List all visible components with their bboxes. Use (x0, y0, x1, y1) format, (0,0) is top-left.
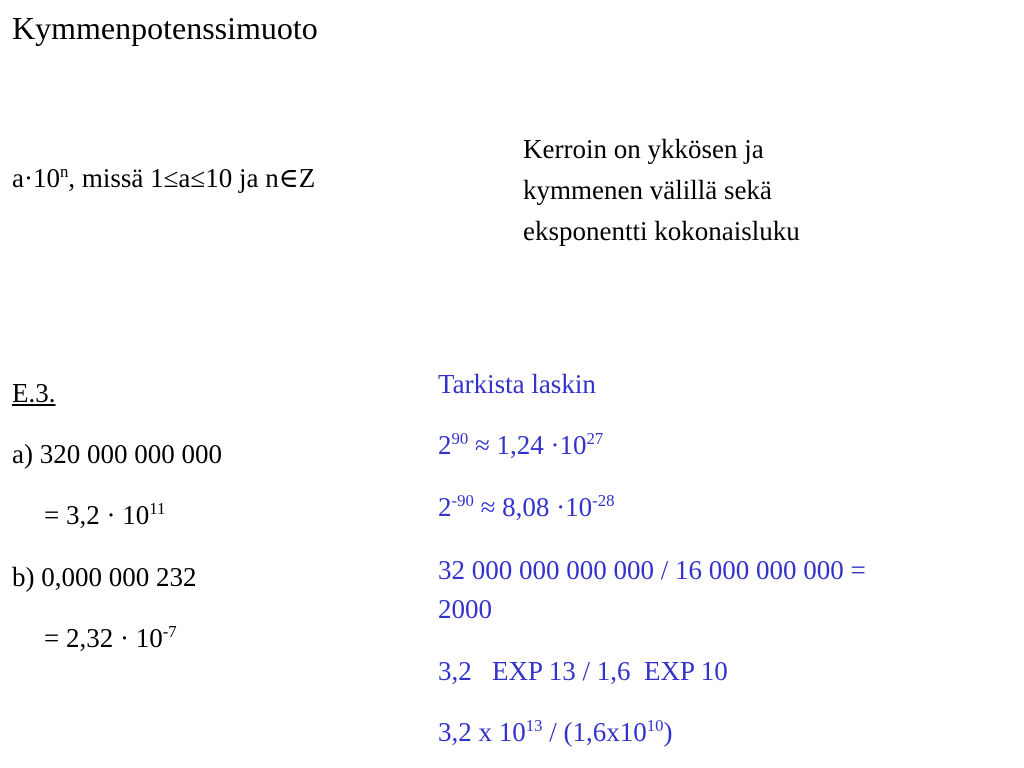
check-line-5 (438, 717, 672, 748)
example-a-result-base: = 3,2 · 10 (44, 500, 150, 530)
check-line-3b: 2000 (438, 594, 492, 624)
check-line-2-mid: ≈ 8,08 ·10 (473, 492, 593, 522)
formula-condition: , missä 1≤a≤10 ja n∈Z (68, 163, 316, 193)
check-line-3: 32 000 000 000 000 / 16 000 000 000 = (438, 555, 866, 585)
example-b-result (44, 623, 177, 654)
check-line-1 (438, 430, 603, 461)
coefficient-note (523, 129, 943, 252)
check-line-2-exp: -90 (451, 490, 474, 510)
check-line-1-exp: 90 (451, 428, 469, 448)
example-b-result-exponent: -7 (162, 621, 177, 641)
note-line-3: eksponentti kokonaisluku (523, 216, 800, 246)
check-line-1-exp2: 27 (586, 428, 604, 448)
example-a-result-exponent: 11 (149, 498, 166, 518)
check-line-5-c: ) (663, 717, 673, 747)
note-line-2: kymmenen välillä sekä (523, 175, 772, 205)
check-line-5-b: / (1,6x10 (542, 717, 647, 747)
scientific-notation-formula (12, 163, 315, 194)
example-b-label: b) 0,000 000 232 (12, 562, 197, 592)
check-line-2 (438, 492, 614, 523)
check-line-4: 3,2 EXP 13 / 1,6 EXP 10 (438, 656, 728, 686)
formula-exponent: n (59, 161, 69, 181)
slide-title: Kymmenpotenssimuoto (12, 10, 318, 46)
check-line-2-base: 2 (438, 492, 452, 522)
check-line-5-a: 3,2 x 10 (438, 717, 526, 747)
note-line-1: Kerroin on ykkösen ja (523, 134, 764, 164)
check-line-5-exp: 13 (525, 715, 543, 735)
check-line-1-base: 2 (438, 430, 452, 460)
formula-base: a·10 (12, 163, 60, 193)
check-line-2-exp2: -28 (592, 490, 615, 510)
example-a-label: a) 320 000 000 000 (12, 439, 222, 469)
check-heading: Tarkista laskin (438, 369, 596, 399)
example-b-result-base: = 2,32 · 10 (44, 623, 163, 653)
check-line-1-mid: ≈ 1,24 ·10 (468, 430, 587, 460)
check-line-5-exp2: 10 (646, 715, 664, 735)
example-heading: E.3. (12, 378, 56, 408)
example-a-result (44, 500, 165, 531)
